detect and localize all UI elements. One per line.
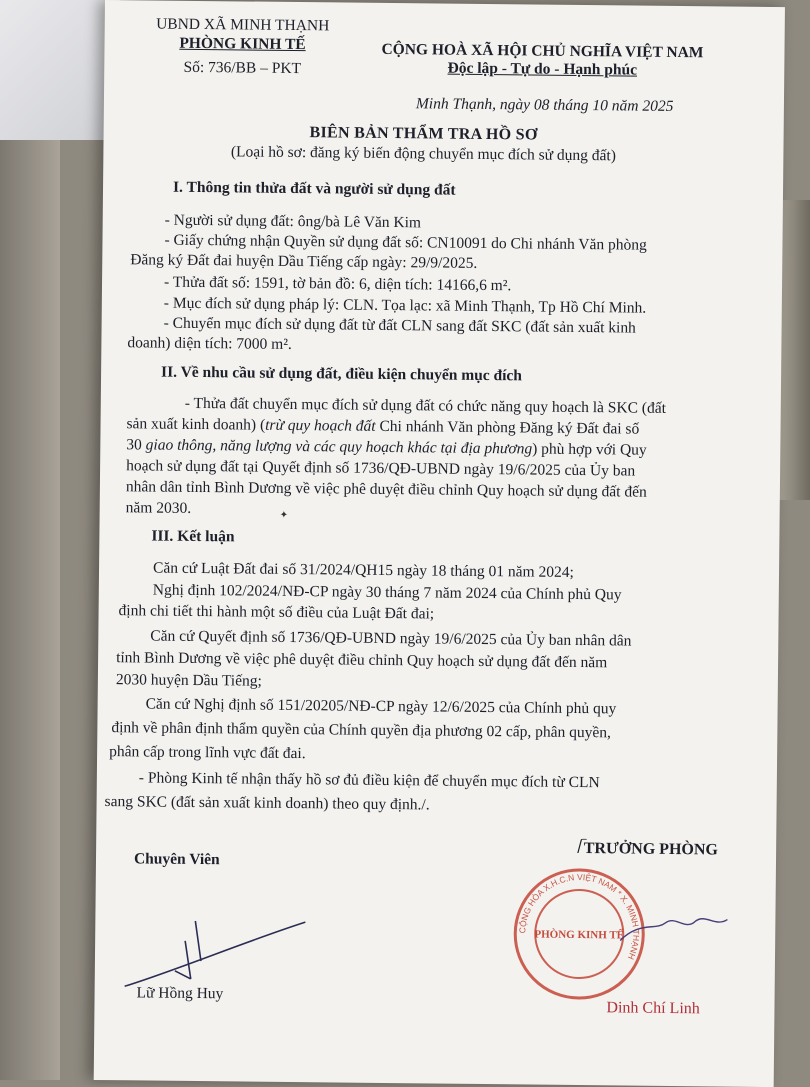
place-date: Minh Thạnh, ngày 08 tháng 10 năm 2025 xyxy=(415,95,674,115)
head-signature xyxy=(615,900,736,961)
specialist-title: Chuyên Viên xyxy=(133,850,220,869)
section-3-line: phân cấp trong lĩnh vực đất đai. xyxy=(109,743,306,763)
section-3-heading: III. Kết luận xyxy=(151,527,235,546)
national-motto: Độc lập - Tự do - Hạnh phúc xyxy=(447,59,638,79)
section-1-heading: I. Thông tin thửa đất và người sử dụng đất xyxy=(172,178,456,199)
section-3-line: Nghị định 102/2024/NĐ-CP ngày 30 tháng 7 năm 2024 của Chính phủ Quy xyxy=(152,581,622,604)
section-3-line: tỉnh Bình Dương về việc phê duyệt điều chỉnh Quy hoạch sử dụng đất đến năm xyxy=(116,649,608,672)
section-1-line: - Mục đích sử dụng pháp lý: CLN. Tọa lạc: xã Minh Thạnh, Tp Hồ Chí Minh. xyxy=(163,294,647,317)
document-subtitle: (Loại hồ sơ: đăng ký biến động chuyển mục đích sử dụng đất) xyxy=(230,143,617,165)
section-2-heading: II. Về nhu cầu sử dụng đất, điều kiện chuyển mục đích xyxy=(161,363,523,385)
section-1-line: doanh) diện tích: 7000 m². xyxy=(127,334,292,353)
section-1-line: Đăng ký Đất đai huyện Dầu Tiếng cấp ngày: 29/9/2025. xyxy=(130,251,478,272)
nation-name: CỘNG HOÀ XÃ HỘI CHỦ NGHĨA VIỆT NAM xyxy=(381,40,704,62)
issuer-block xyxy=(132,14,353,78)
ink-speck: ✦ xyxy=(279,509,289,521)
section-2-line: sản xuất kinh doanh) (trừ quy hoạch đất Chi nhánh Văn phòng Đăng ký Đất đai số xyxy=(126,415,640,438)
head-title: ᥬ TRƯỞNG PHÒNG xyxy=(576,839,718,859)
section-3-line: sang SKC (đất sản xuất kinh doanh) theo quy định./. xyxy=(104,793,430,814)
document-number: Số: 736/BB – PKT xyxy=(183,58,302,77)
section-3-line: Căn cứ Nghị định số 151/20205/NĐ-CP ngày 12/6/2025 của Chính phủ quy xyxy=(145,695,617,718)
background-left xyxy=(0,0,60,1080)
specialist-signature xyxy=(115,900,316,992)
section-2-line: 30 giao thông, năng lượng và các quy hoạch khác tại địa phương) phù hợp với Quy xyxy=(126,436,647,459)
svg-text:CỘNG HÒA X.H.C.N VIỆT NAM * X.: CỘNG HÒA X.H.C.N VIỆT NAM * X. MINH THẠNH xyxy=(517,871,642,962)
document-page xyxy=(94,0,785,1087)
section-3-line: định về phân định thẩm quyền của Chính quyền địa phương 02 cấp, phân quyền, xyxy=(111,719,612,742)
section-2-line: hoạch sử dụng đất tại Quyết định số 1736/QĐ-UBND ngày 19/6/2025 của Ủy ban xyxy=(126,457,636,480)
specialist-name: Lữ Hồng Huy xyxy=(136,984,224,1003)
section-2-line: - Thửa đất chuyển mục đích sử dụng đất có chức năng quy hoạch là SKC (đất xyxy=(184,394,667,417)
section-3-line: - Phòng Kinh tế nhận thấy hồ sơ đủ điều kiện để chuyển mục đích từ CLN xyxy=(138,769,600,792)
document-title: BIÊN BẢN THẨM TRA HỒ SƠ xyxy=(309,124,538,144)
issuer-line-1: UBND XÃ MINH THẠNH xyxy=(156,15,330,35)
section-1-line: - Người sử dụng đất: ông/bà Lê Văn Kim xyxy=(164,211,422,232)
section-3-line: Căn cứ Quyết định số 1736/QĐ-UBND ngày 19/6/2025 của Ủy ban nhân dân xyxy=(150,627,632,650)
national-header xyxy=(362,41,722,81)
section-3-line: 2030 huyện Dầu Tiếng; xyxy=(115,671,262,690)
section-2-line: năm 2030. xyxy=(125,499,192,517)
head-name: Dinh Chí Linh xyxy=(606,999,700,1018)
svg-text:PHÒNG KINH TẾ: PHÒNG KINH TẾ xyxy=(534,928,625,942)
section-2-line: nhân dân tỉnh Bình Dương về việc phê duyệt điều chỉnh Quy hoạch sử dụng đất đến xyxy=(125,478,647,501)
background-paper-corner xyxy=(0,0,120,140)
section-1-line: - Giấy chứng nhận Quyền sử dụng đất số: CN10091 do Chi nhánh Văn phòng xyxy=(164,231,647,254)
section-1-line: - Chuyển mục đích sử dụng đất từ đất CLN sang đất SKC (đất sản xuất kinh xyxy=(163,314,636,337)
section-1-line: - Thửa đất số: 1591, tờ bản đồ: 6, diện tích: 14166,6 m². xyxy=(163,273,512,295)
section-3-line: Căn cứ Luật Đất đai số 31/2024/QH15 ngày 18 tháng 01 năm 2024; xyxy=(152,559,574,581)
section-3-line: định chi tiết thi hành một số điều của Luật Đất đai; xyxy=(118,602,435,623)
issuer-line-2: PHÒNG KINH TẾ xyxy=(179,35,306,54)
